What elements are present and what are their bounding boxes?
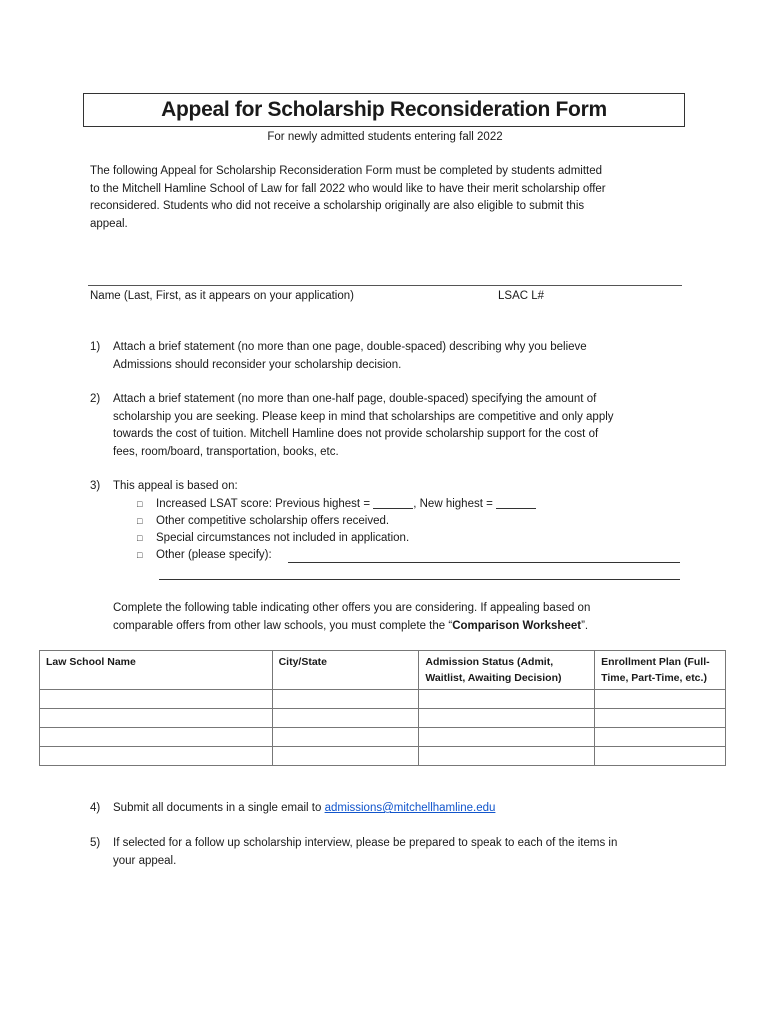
title-box <box>83 93 685 127</box>
table-cell[interactable] <box>419 709 595 728</box>
checkbox-icon[interactable]: □ <box>137 499 143 509</box>
header-enrollment-plan <box>595 651 726 690</box>
item-number: 5) <box>90 837 101 849</box>
option-special <box>137 530 409 547</box>
intro-line: appeal. <box>90 217 128 230</box>
option-lsat-mid: , New highest = <box>413 498 497 510</box>
admissions-email-link[interactable]: admissions@mitchellhamline.edu <box>324 802 496 814</box>
header-admission-status <box>419 651 595 690</box>
table-row <box>40 709 726 728</box>
table-instructions-line <box>113 618 673 636</box>
table-cell[interactable] <box>272 747 419 766</box>
table-cell[interactable] <box>595 690 726 709</box>
intro-line: reconsidered. Students who did not receive a scholarship originally are also eligible to submit this <box>90 200 585 212</box>
option-label: Other (please specify): <box>156 549 272 561</box>
intro-line: The following Appeal for Scholarship Reconsideration Form must be completed by students admitted <box>90 165 603 177</box>
header-text: Law School Name <box>46 656 136 668</box>
name-field-label: Name (Last, First, as it appears on your application) <box>90 290 354 302</box>
header-city-state <box>272 651 419 690</box>
header-text: Time, Part-Time, etc.) <box>601 672 707 684</box>
item-line: If selected for a follow up scholarship interview, please be prepared to speak to each of the items in <box>113 837 618 849</box>
table-instructions-text: ”. <box>581 619 589 632</box>
table-cell[interactable] <box>419 690 595 709</box>
item-number: 2) <box>90 393 101 405</box>
table-row <box>40 690 726 709</box>
option-other <box>137 547 272 564</box>
table-instructions-line: Complete the following table indicating other offers you are considering. If appealing based on <box>113 602 591 614</box>
item-line: your appeal. <box>113 854 177 867</box>
form-subtitle: For newly admitted students entering fall 2022 <box>267 131 503 143</box>
item-line: Attach a brief statement (no more than one page, double-spaced) describing why you believe <box>113 341 587 353</box>
table-cell[interactable] <box>419 747 595 766</box>
table-cell[interactable] <box>40 747 273 766</box>
table-cell[interactable] <box>595 747 726 766</box>
item-number: 4) <box>90 802 101 814</box>
checkbox-icon[interactable]: □ <box>137 550 143 560</box>
option-competitive <box>137 513 389 530</box>
new-lsat-blank[interactable] <box>496 496 536 509</box>
table-cell[interactable] <box>40 690 273 709</box>
intro-line: to the Mitchell Hamline School of Law for fall 2022 who would like to have their merit scholarship offer <box>90 182 606 195</box>
comparison-worksheet-label: Comparison Worksheet <box>452 619 582 632</box>
table-instructions <box>113 600 673 635</box>
option-label: Other competitive scholarship offers received. <box>156 515 390 527</box>
option-label: Special circumstances not included in application. <box>156 532 410 544</box>
lsac-field-label: LSAC L# <box>498 290 545 302</box>
checkbox-icon[interactable]: □ <box>137 533 143 543</box>
intro-paragraph <box>90 163 690 233</box>
item-line: Attach a brief statement (no more than one-half page, double-spaced) specifying the amount of <box>113 393 597 405</box>
table-instructions-text: comparable offers from other law schools, you must complete the “ <box>113 619 453 632</box>
header-text: City/State <box>278 656 328 668</box>
table-cell[interactable] <box>595 709 726 728</box>
table-row <box>40 747 726 766</box>
header-text: Waitlist, Awaiting Decision) <box>425 672 562 684</box>
checkbox-icon[interactable]: □ <box>137 516 143 526</box>
table-cell[interactable] <box>272 690 419 709</box>
item-line: Submit all documents in a single email to <box>113 802 325 814</box>
table-header-row <box>40 651 726 690</box>
item-line: fees, room/board, transportation, books, etc. <box>113 445 339 458</box>
item-line: towards the cost of tuition. Mitchell Hamline does not provide scholarship support for the cost of <box>113 428 599 440</box>
table-row <box>40 728 726 747</box>
table-cell[interactable] <box>40 728 273 747</box>
item-line: This appeal is based on: <box>113 480 238 492</box>
form-title: Appeal for Scholarship Reconsideration Form <box>161 98 607 121</box>
option-lsat <box>137 496 536 513</box>
option-lsat-prefix: Increased LSAT score: Previous highest = <box>156 498 374 510</box>
table-cell[interactable] <box>595 728 726 747</box>
item-number: 1) <box>90 341 101 353</box>
table-cell[interactable] <box>272 709 419 728</box>
offers-table <box>39 650 726 766</box>
item-number: 3) <box>90 480 101 492</box>
other-specify-line-2[interactable] <box>159 579 680 580</box>
table-cell[interactable] <box>272 728 419 747</box>
table-cell[interactable] <box>40 709 273 728</box>
header-text: Enrollment Plan (Full- <box>601 656 710 668</box>
header-law-school-name <box>40 651 273 690</box>
item-line: scholarship you are seeking. Please keep in mind that scholarships are competitive and only apply <box>113 410 614 423</box>
previous-lsat-blank[interactable] <box>373 496 413 509</box>
table-cell[interactable] <box>419 728 595 747</box>
other-specify-line-1[interactable] <box>288 562 680 563</box>
item-line: Admissions should reconsider your scholarship decision. <box>113 358 402 371</box>
header-text: Admission Status (Admit, <box>425 656 554 668</box>
name-signature-line[interactable] <box>88 285 682 286</box>
